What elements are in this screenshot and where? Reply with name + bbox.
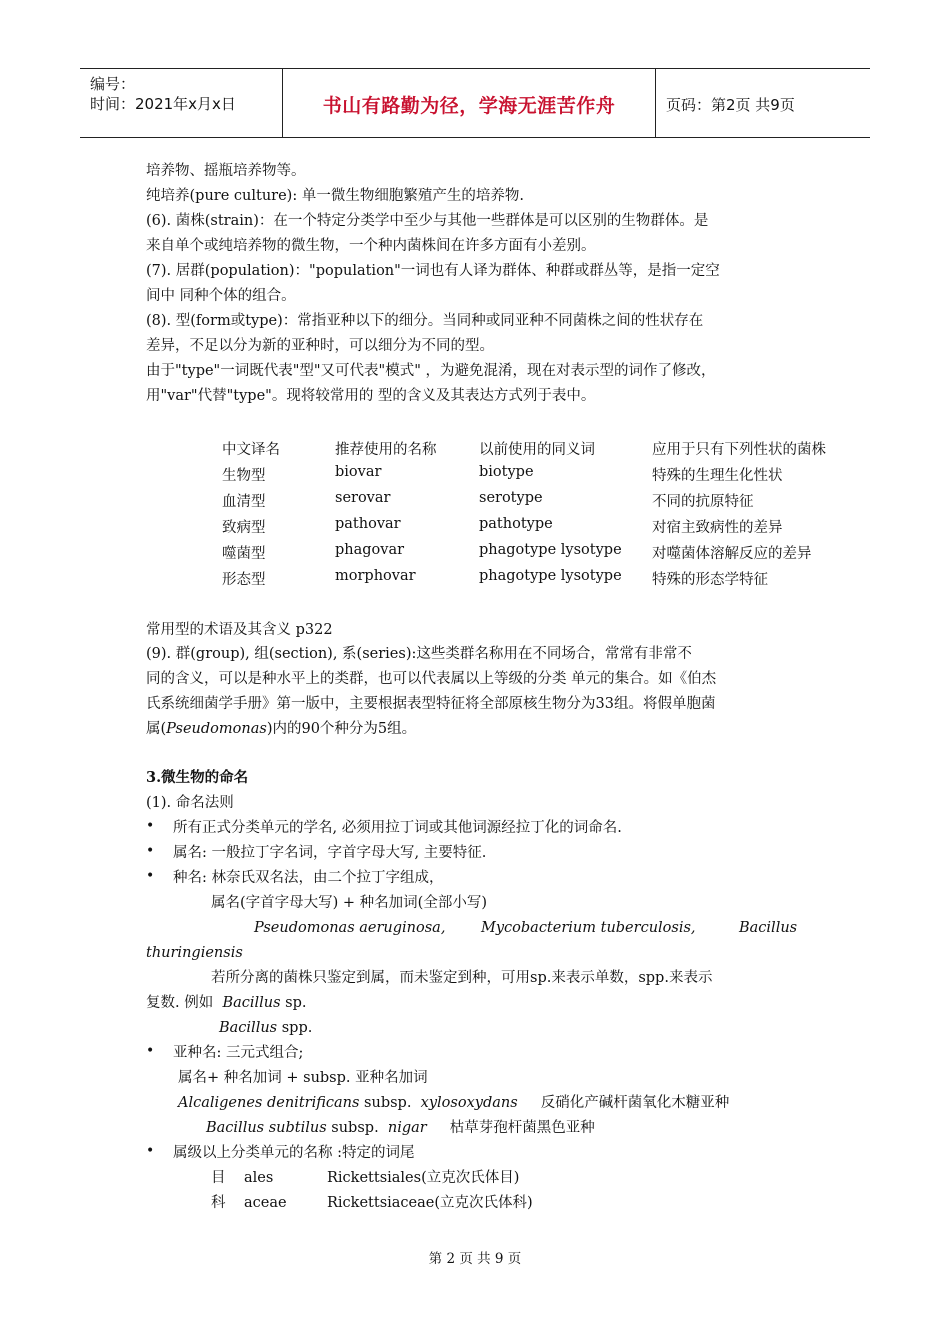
table-cell: 形态型 bbox=[222, 572, 266, 588]
species-name: Bacillus subtilus bbox=[206, 1120, 327, 1136]
bullet-text: 亚种名: 三元式组合; bbox=[173, 1045, 304, 1061]
table-cell: 对宿主致病性的差异 bbox=[652, 520, 783, 536]
table-cell: pathotype bbox=[479, 516, 553, 532]
table-cell: 噬菌型 bbox=[222, 546, 266, 562]
table-cell: 不同的抗原特征 bbox=[652, 494, 754, 510]
table-header-cell: 推荐使用的名称 bbox=[335, 442, 437, 458]
paragraph-line: (9). 群(group), 组(section), 系(series):这些类群名称用在不同场合，常常有非常不 bbox=[146, 646, 692, 662]
bullet-text: 属级以上分类单元的名称 :特定的词尾 bbox=[173, 1145, 415, 1161]
table-cell: phagotype lysotype bbox=[479, 568, 622, 584]
table-cell: morphovar bbox=[335, 568, 416, 584]
bullet-icon: • bbox=[146, 1043, 155, 1059]
bullet-text: 种名: 林奈氏双名法，由二个拉丁字组成， bbox=[173, 870, 444, 886]
table-cell: pathovar bbox=[335, 516, 401, 532]
table-cell: 血清型 bbox=[222, 494, 266, 510]
table-cell: 特殊的生理生化性状 bbox=[652, 468, 783, 484]
genus-name: Pseudomonas bbox=[166, 721, 267, 737]
header-center-cell bbox=[283, 69, 656, 137]
species-name: Alcaligenes denitrificans bbox=[178, 1095, 360, 1111]
text-span: subsp. bbox=[364, 1095, 412, 1111]
subspecies-example bbox=[178, 1093, 729, 1113]
code-label: 编号： bbox=[90, 75, 136, 93]
paragraph-line: 纯培养(pure culture): 单一微生物细胞繁殖产生的培养物. bbox=[146, 188, 524, 204]
formula-line: 属名(字首字母大写) + 种名加词(全部小写) bbox=[211, 895, 487, 911]
page-footer: 第 2 页 共 9 页 bbox=[428, 1251, 522, 1267]
header-motto: 书山有路勤为径，学海无涯苦作舟 bbox=[322, 95, 616, 117]
subsection-heading: (1). 命名法则 bbox=[146, 795, 234, 811]
table-cell: phagovar bbox=[335, 542, 405, 558]
chinese-name: 枯草芽孢杆菌黑色亚种 bbox=[449, 1120, 595, 1136]
header-left-cell bbox=[80, 69, 283, 137]
text-span: 属( bbox=[146, 721, 167, 737]
text-span: spp. bbox=[281, 1020, 313, 1036]
paragraph-line bbox=[146, 993, 307, 1013]
table-cell: 对噬菌体溶解反应的差异 bbox=[652, 546, 812, 562]
rank-example: Rickettsiales(立克次氏体目) bbox=[327, 1170, 520, 1186]
text-span: subsp. bbox=[331, 1120, 379, 1136]
example-species: thuringiensis bbox=[146, 945, 243, 961]
text-span: )内的90个种分为5组。 bbox=[266, 721, 417, 737]
paragraph-line: 差异，不足以分为新的亚种时，可以细分为不同的型。 bbox=[146, 338, 494, 354]
subspecies-example bbox=[206, 1118, 595, 1138]
table-cell: biotype bbox=[479, 464, 534, 480]
paragraph-line: 同的含义，可以是种水平上的类群，也可以代表属以上等级的分类 单元的集合。如《伯杰 bbox=[146, 671, 717, 687]
paragraph-line: (6). 菌株(strain)：在一个特定分类学中至少与其他一些群体是可以区别的生物群体。是 bbox=[146, 213, 709, 229]
rank-suffix: ales bbox=[244, 1170, 274, 1186]
subspecies-epithet: xylosoxydans bbox=[420, 1095, 518, 1111]
rank-label: 科 bbox=[211, 1195, 226, 1211]
paragraph-line bbox=[146, 719, 416, 739]
paragraph-line: 培养物、摇瓶培养物等。 bbox=[146, 163, 306, 179]
text-span: 复数. 例如 bbox=[146, 995, 214, 1011]
rank-label: 目 bbox=[211, 1170, 226, 1186]
table-header-cell: 以前使用的同义词 bbox=[479, 442, 595, 458]
text-span: sp. bbox=[285, 995, 307, 1011]
subspecies-epithet: nigar bbox=[387, 1120, 427, 1136]
bullet-icon: • bbox=[146, 1143, 155, 1159]
genus-name: Bacillus bbox=[219, 1020, 278, 1036]
example-species: Pseudomonas aeruginosa, bbox=[254, 920, 446, 936]
rank-example: Rickettsiaceae(立克次氏体科) bbox=[327, 1195, 533, 1211]
example-species: Bacillus bbox=[739, 920, 798, 936]
paragraph-line: (7). 居群(population)："population"一词也有人译为群体、种群或群丛等，是指一定空 bbox=[146, 263, 720, 279]
chinese-name: 反硝化产碱杆菌氧化木糖亚种 bbox=[540, 1095, 730, 1111]
bullet-icon: • bbox=[146, 868, 155, 884]
table-caption: 常用型的术语及其含义 p322 bbox=[146, 622, 333, 638]
table-cell: 致病型 bbox=[222, 520, 266, 536]
section-heading: 3.微生物的命名 bbox=[146, 769, 249, 786]
paragraph-line: 由于"type"一词既代表"型"又可代表"模式" ，为避免混淆，现在对表示型的词作了修改， bbox=[146, 363, 716, 379]
table-cell: serotype bbox=[479, 490, 543, 506]
table-cell: biovar bbox=[335, 464, 382, 480]
formula-line: 属名+ 种名加词 + subsp. 亚种名加词 bbox=[178, 1070, 428, 1086]
paragraph-line bbox=[219, 1018, 312, 1038]
table-cell: 生物型 bbox=[222, 468, 266, 484]
rank-suffix: aceae bbox=[244, 1195, 287, 1211]
bullet-text: 属名: 一般拉丁字名词，字首字母大写, 主要特征. bbox=[173, 845, 487, 861]
genus-name: Bacillus bbox=[222, 995, 281, 1011]
bullet-icon: • bbox=[146, 818, 155, 834]
table-header-cell: 中文译名 bbox=[222, 442, 280, 458]
paragraph-line: (8). 型(form或type)：常指亚种以下的细分。当同种或同亚种不同菌株之间的性状存在 bbox=[146, 313, 704, 329]
paragraph-line: 来自单个或纯培养物的微生物，一个种内菌株间在许多方面有小差别。 bbox=[146, 238, 596, 254]
date-label: 时间：2021年x月x日 bbox=[90, 95, 236, 113]
bullet-text: 所有正式分类单元的学名, 必须用拉丁词或其他词源经拉丁化的词命名. bbox=[173, 820, 622, 836]
paragraph-line: 间中 同种个体的组合。 bbox=[146, 288, 296, 304]
paragraph-line: 用"var"代替"type"。现将较常用的 型的含义及其表达方式列于表中。 bbox=[146, 388, 596, 404]
bullet-icon: • bbox=[146, 843, 155, 859]
example-species: Mycobacterium tuberculosis, bbox=[481, 920, 696, 936]
page-header bbox=[80, 68, 870, 138]
table-cell: 特殊的形态学特征 bbox=[652, 572, 768, 588]
paragraph-line: 氏系统细菌学手册》第一版中，主要根据表型特征将全部原核生物分为33组。将假单胞菌 bbox=[146, 696, 716, 712]
header-page-info: 页码：第2页 共9页 bbox=[666, 96, 795, 114]
table-cell: phagotype lysotype bbox=[479, 542, 622, 558]
paragraph-line: 若所分离的菌株只鉴定到属，而未鉴定到种，可用sp.来表示单数，spp.来表示 bbox=[211, 970, 713, 986]
table-cell: serovar bbox=[335, 490, 391, 506]
table-header-cell: 应用于只有下列性状的菌株 bbox=[652, 442, 826, 458]
header-right-cell bbox=[656, 69, 870, 137]
